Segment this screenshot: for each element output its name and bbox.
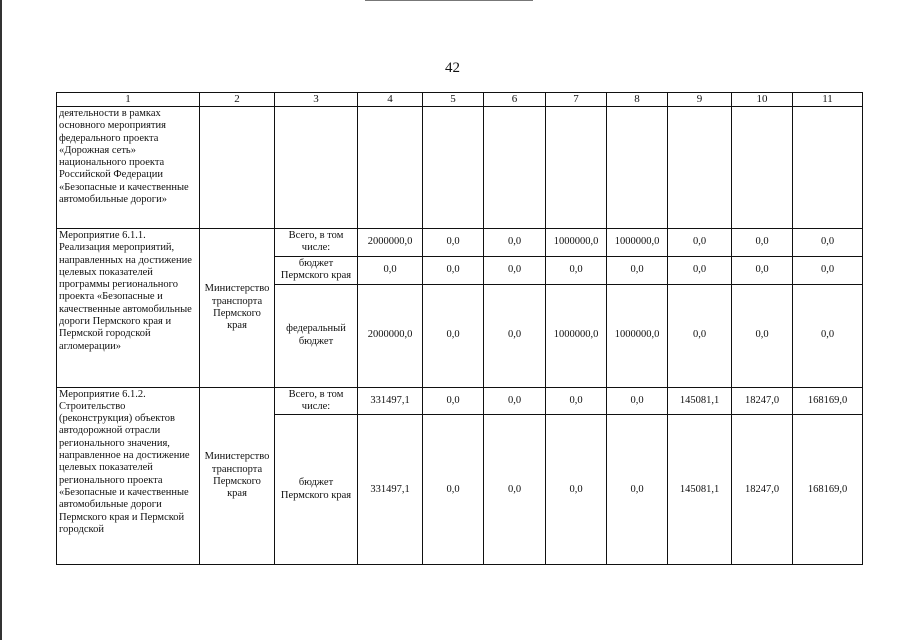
funding-source: Всего, в том числе: — [275, 229, 358, 257]
scan-edge — [0, 0, 2, 640]
page-number: 42 — [445, 60, 460, 76]
empty-cell — [546, 107, 607, 229]
column-header: 6 — [484, 93, 546, 107]
executor-cell: Министерство транспорта Пермского края — [200, 229, 275, 388]
funding-source: федеральный бюджет — [275, 284, 358, 387]
value-cell: 0,0 — [546, 415, 607, 565]
budget-table — [56, 92, 863, 565]
funding-source: бюджет Пермского края — [275, 415, 358, 565]
value-cell: 0,0 — [546, 387, 607, 415]
empty-cell — [793, 107, 863, 229]
funding-source: Всего, в том числе: — [275, 387, 358, 415]
value-cell: 145081,1 — [668, 387, 732, 415]
measure-description: деятельности в рамках основного мероприятия федерального проекта «Дорожная сеть» национального проекта Российской Федерации «Безопасные и качественные автомобильные дороги» — [57, 107, 200, 229]
column-header: 9 — [668, 93, 732, 107]
value-cell: 0,0 — [423, 415, 484, 565]
value-cell: 18247,0 — [732, 387, 793, 415]
executor-cell: Министерство транспорта Пермского края — [200, 387, 275, 565]
top-rule — [365, 0, 533, 2]
value-cell: 1000000,0 — [607, 229, 668, 257]
value-cell: 145081,1 — [668, 415, 732, 565]
empty-cell — [732, 107, 793, 229]
value-cell: 0,0 — [546, 256, 607, 284]
value-cell: 0,0 — [423, 284, 484, 387]
value-cell: 1000000,0 — [546, 229, 607, 257]
value-cell: 331497,1 — [358, 415, 423, 565]
value-cell: 0,0 — [607, 415, 668, 565]
column-header: 5 — [423, 93, 484, 107]
empty-cell — [275, 107, 358, 229]
value-cell: 0,0 — [668, 284, 732, 387]
value-cell: 0,0 — [668, 229, 732, 257]
column-header: 4 — [358, 93, 423, 107]
value-cell: 0,0 — [668, 256, 732, 284]
column-header: 1 — [57, 93, 200, 107]
value-cell: 168169,0 — [793, 387, 863, 415]
value-cell: 0,0 — [358, 256, 423, 284]
value-cell: 0,0 — [607, 387, 668, 415]
table-row — [57, 387, 863, 415]
value-cell: 1000000,0 — [607, 284, 668, 387]
empty-cell — [484, 107, 546, 229]
value-cell: 0,0 — [607, 256, 668, 284]
measure-description: Мероприятие 6.1.2. Строительство (реконструкция) объектов автодорожной отрасли регионального значения, направленное на достижение целевых показателей регионального проекта «Безопасные и качественные автомобильные дороги Пермского края и Пермской городской — [57, 387, 200, 565]
column-header: 7 — [546, 93, 607, 107]
value-cell: 0,0 — [793, 229, 863, 257]
empty-cell — [200, 107, 275, 229]
value-cell: 0,0 — [732, 256, 793, 284]
column-header: 8 — [607, 93, 668, 107]
empty-cell — [668, 107, 732, 229]
value-cell: 0,0 — [423, 387, 484, 415]
empty-cell — [423, 107, 484, 229]
value-cell: 2000000,0 — [358, 284, 423, 387]
column-number-row — [57, 93, 863, 107]
value-cell: 0,0 — [484, 229, 546, 257]
empty-cell — [358, 107, 423, 229]
value-cell: 1000000,0 — [546, 284, 607, 387]
value-cell: 18247,0 — [732, 415, 793, 565]
value-cell: 168169,0 — [793, 415, 863, 565]
value-cell: 0,0 — [484, 415, 546, 565]
value-cell: 0,0 — [793, 284, 863, 387]
value-cell: 0,0 — [732, 284, 793, 387]
table-row — [57, 107, 863, 229]
value-cell: 0,0 — [423, 229, 484, 257]
column-header: 11 — [793, 93, 863, 107]
empty-cell — [607, 107, 668, 229]
column-header: 2 — [200, 93, 275, 107]
column-header: 10 — [732, 93, 793, 107]
value-cell: 0,0 — [732, 229, 793, 257]
value-cell: 331497,1 — [358, 387, 423, 415]
column-header: 3 — [275, 93, 358, 107]
table-row — [57, 229, 863, 257]
value-cell: 0,0 — [793, 256, 863, 284]
value-cell: 2000000,0 — [358, 229, 423, 257]
value-cell: 0,0 — [484, 284, 546, 387]
measure-description: Мероприятие 6.1.1. Реализация мероприятий, направленных на достижение целевых показателей программы регионального проекта «Безопасные и качественные автомобильные дороги Пермского края и Пермской городской агломерации» — [57, 229, 200, 388]
value-cell: 0,0 — [484, 387, 546, 415]
funding-source: бюджет Пермского края — [275, 256, 358, 284]
value-cell: 0,0 — [484, 256, 546, 284]
value-cell: 0,0 — [423, 256, 484, 284]
